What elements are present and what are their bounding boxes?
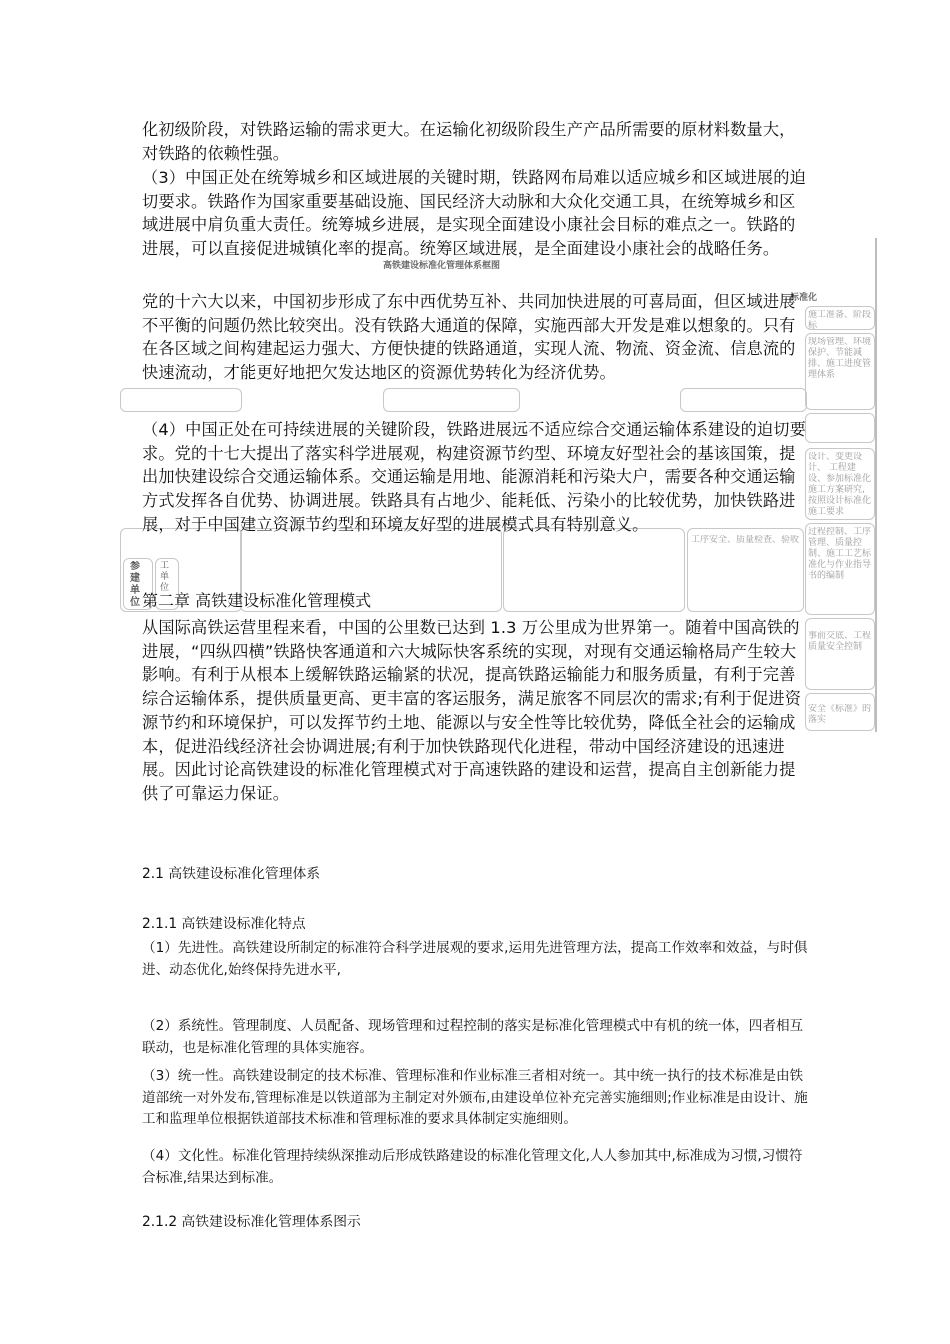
- diagram-box: [805, 306, 875, 330]
- section-heading-2-1: 2.1 高铁建设标准化管理体系: [142, 866, 321, 882]
- diagram-box: [805, 333, 875, 410]
- diagram-box: [503, 528, 685, 612]
- diagram-box-text: 事前交底、工程质量安全控制: [808, 631, 872, 652]
- section-heading-2-1-2: 2.1.2 高铁建设标准化管理体系图示: [142, 1214, 361, 1230]
- paragraph-5: 从国际高铁运营里程来看，中国的公里数已达到 1.3 万公里成为世界第一。随着中国高铁的进展，“四纵四横”铁路快客通道和六大城际快客系统的实现，对现有交通运输格局产生较大影响。有利于从根本上缓解铁路运输紧的状况，提高铁路运输能力和服务质量，有利于完善综合运输体系，提供质量更高、更丰富的客运服务，满足旅客不同层次的需求;有利于促进资源节约和环境保护，可以发挥节约土地、能源以与安全性等比较优势，降低全社会的运输成本，促进沿线经济社会协调进展;有利于加快铁路现代化进程，带动中国经济建设的迅速进展。因此讨论高铁建设的标准化管理模式对于高速铁路的建设和运营，提高自主创新能力提供了可靠运力保证。: [142, 618, 802, 803]
- diagram-box-text: 现场管理、环境保护、节能减排、施工进度管理体系: [808, 337, 872, 380]
- diagram-box: [805, 523, 875, 615]
- diagram-box: [805, 413, 875, 443]
- paragraph-2: （3）中国正处在统筹城乡和区域进展的关键时期，铁路网布局难以适应城乡和区域进展的迫切要求。铁路作为国家重要基础设施、国民经济大动脉和大众化交通工具，在统筹城乡和区域进展中肩负重大责任。统筹城乡进展，是实现全面建设小康社会目标的难点之一。铁路的进展，可以直接促进城镇化率的提高。统筹区域进展，是全面建设小康社会的战略任务。: [142, 168, 806, 259]
- section-heading-2-1-1: 2.1.1 高铁建设标准化特点: [142, 916, 306, 932]
- paragraph-1: 化初级阶段，对铁路运输的需求更大。在运输化初级阶段生产产品所需要的原材料数量大，对铁路的依赖性强。: [142, 120, 796, 163]
- feature-systematic: （2）系统性。管理制度、人员配备、现场管理和过程控制的落实是标准化管理模式中有机的统一体，四者相互联动，也是标准化管理的具体实施容。: [142, 1018, 804, 1056]
- diagram-side-label: 参建单位: [130, 561, 140, 608]
- paragraph-3: 党的十六大以来，中国初步形成了东中西优势互补、共同加快进展的可喜局面，但区域进展不平衡的问题仍然比较突出。没有铁路大通道的保障，实施西部大开发是难以想象的。只有在各区域之间构建起运力强大、方便快捷的铁路通道，实现人流、物流、资金流、信息流的快速流动，才能更好地把欠发达地区的资源优势转化为经济优势。: [142, 292, 796, 383]
- diagram-box: [805, 693, 875, 731]
- paragraph-4: （4）中国正处在可持续进展的关键阶段，铁路进展远不适应综合交通运输体系建设的迫切要求。党的十七大提出了落实科学进展观，构建资源节约型、环境友好型社会的基该国策，提出加快建设综合交通运输体系。交通运输是用地、能源消耗和污染大户，需要各种交通运输方式发挥各自优势、协调进展。铁路具有占地少、能耗低、污染小的比较优势，加快铁路进展，对于中国建立资源节约型和环境友好型的进展模式具有特别意义。: [142, 420, 806, 534]
- diagram-box-text: 施工准备、阶段标: [808, 310, 872, 331]
- diagram-box-text: 设计、变更设计、 工程建设、参加标准化施工方案研究,按照设计标准化施工要求: [808, 452, 872, 517]
- diagram-box: [120, 388, 242, 412]
- diagram-right-header: 标准化: [790, 293, 818, 303]
- chapter-heading: 第二章 高铁建设标准化管理模式: [142, 591, 372, 610]
- diagram-box: [805, 448, 875, 520]
- diagram-box-text: 工序安全、质量检查、验收: [691, 535, 799, 545]
- diagram-box: [805, 618, 875, 690]
- diagram-box: [383, 388, 520, 412]
- diagram-box-text: 过程控制、工序管理、质量控制、施工工艺标准化与作业指导书的编制: [808, 527, 872, 581]
- feature-cultural: （4）文化性。标准化管理持续纵深推动后形成铁路建设的标准化管理文化,人人参加其中,标准成为习惯,习惯符合标准,结果达到标准。: [142, 1148, 803, 1186]
- feature-advanced: （1）先进性。高铁建设所制定的标准符合科学进展观的要求,运用先进管理方法，提高工作效率和效益，与时俱进、动态优化,始终保持先进水平,: [142, 940, 808, 978]
- diagram-box: [680, 388, 807, 412]
- diagram-box-text: 安全《标准》的落实: [808, 704, 872, 725]
- feature-unified: （3）统一性。高铁建设制定的技术标准、管理标准和作业标准三者相对统一。其中统一执行的技术标准是由铁道部统一对外发布,管理标准是以铁道部为主制定对外颁布,由建设单位补充完善实施细则;作业标准是由设计、施工和监理单位根据铁道部技术标准和管理标准的要求具体制定实施细则。: [142, 1068, 808, 1128]
- diagram-box: [687, 528, 804, 612]
- diagram-title: 高铁建设标准化管理体系框图: [383, 261, 501, 271]
- diagram-side-label: 工单位: [160, 561, 170, 593]
